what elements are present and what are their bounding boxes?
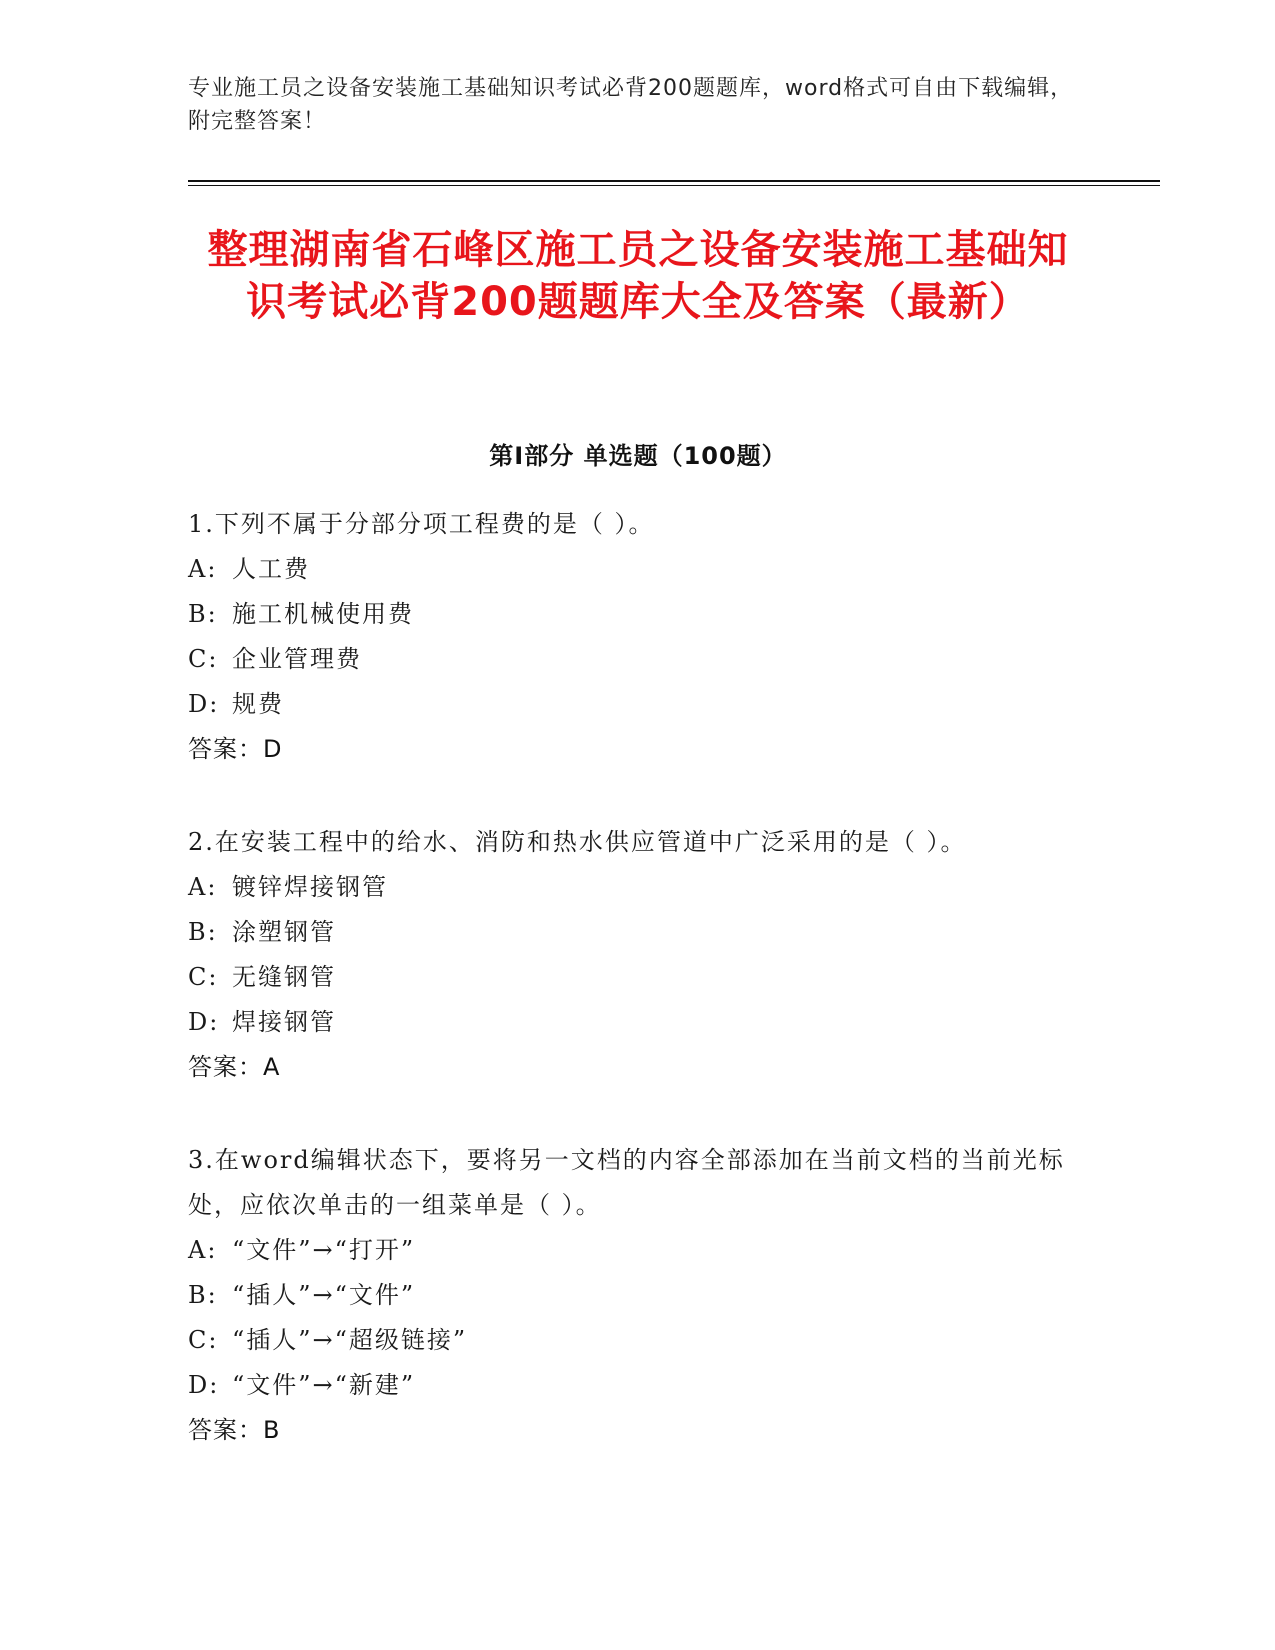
header-note: 专业施工员之设备安装施工基础知识考试必背200题题库，word格式可自由下载编辑，附完整答案！ (188, 76, 1074, 134)
option-d (188, 1000, 1088, 1045)
option-a (188, 1228, 1088, 1273)
header-divider-thick (188, 180, 1160, 182)
option-letter: A: (188, 873, 218, 901)
answer: 答案：D (188, 735, 283, 763)
question-stem: 3.在word编辑状态下，要将另一文档的内容全部添加在当前文档的当前光标处，应依次单击的一组菜单是（ ）。 (188, 1146, 1065, 1219)
question-2 (188, 820, 1088, 1090)
option-letter: B: (188, 600, 218, 628)
option-text: 施工机械使用费 (232, 600, 414, 628)
option-text: 镀锌焊接钢管 (232, 873, 388, 901)
option-d (188, 1363, 1088, 1408)
option-text: 人工费 (232, 555, 310, 583)
option-letter: D: (188, 1371, 220, 1399)
option-b (188, 910, 1088, 955)
option-a (188, 865, 1088, 910)
option-letter: A: (188, 555, 218, 583)
answer: 答案：A (188, 1053, 281, 1081)
question-1 (188, 502, 1088, 772)
option-text: “文件”→“打开” (232, 1236, 416, 1264)
section-title: 第I部分 单选题（100题） (489, 442, 787, 470)
option-b (188, 592, 1088, 637)
option-letter: C: (188, 645, 219, 673)
option-text: 无缝钢管 (232, 963, 336, 991)
question-stem: 1.下列不属于分部分项工程费的是（ ）。 (188, 510, 655, 538)
option-a (188, 547, 1088, 592)
option-letter: C: (188, 963, 219, 991)
option-text: 规费 (232, 690, 284, 718)
option-c (188, 1318, 1088, 1363)
option-text: 企业管理费 (232, 645, 362, 673)
question-stem: 2.在安装工程中的给水、消防和热水供应管道中广泛采用的是（ ）。 (188, 828, 967, 856)
document-title: 整理湖南省石峰区施工员之设备安装施工基础知识考试必背200题题库大全及答案（最新） (207, 227, 1069, 325)
option-text: 涂塑钢管 (232, 918, 336, 946)
question-3 (188, 1138, 1088, 1453)
option-text: “文件”→“新建” (232, 1371, 416, 1399)
option-c (188, 955, 1088, 1000)
option-letter: A: (188, 1236, 218, 1264)
answer: 答案：B (188, 1416, 281, 1444)
option-letter: B: (188, 1281, 218, 1309)
option-text: “插人”→“超级链接” (232, 1326, 468, 1354)
option-text: “插人”→“文件” (232, 1281, 416, 1309)
option-letter: D: (188, 690, 220, 718)
option-text: 焊接钢管 (232, 1008, 336, 1036)
option-letter: C: (188, 1326, 219, 1354)
option-letter: B: (188, 918, 218, 946)
option-letter: D: (188, 1008, 220, 1036)
option-c (188, 637, 1088, 682)
option-b (188, 1273, 1088, 1318)
header-divider-thin (188, 185, 1160, 186)
option-d (188, 682, 1088, 727)
